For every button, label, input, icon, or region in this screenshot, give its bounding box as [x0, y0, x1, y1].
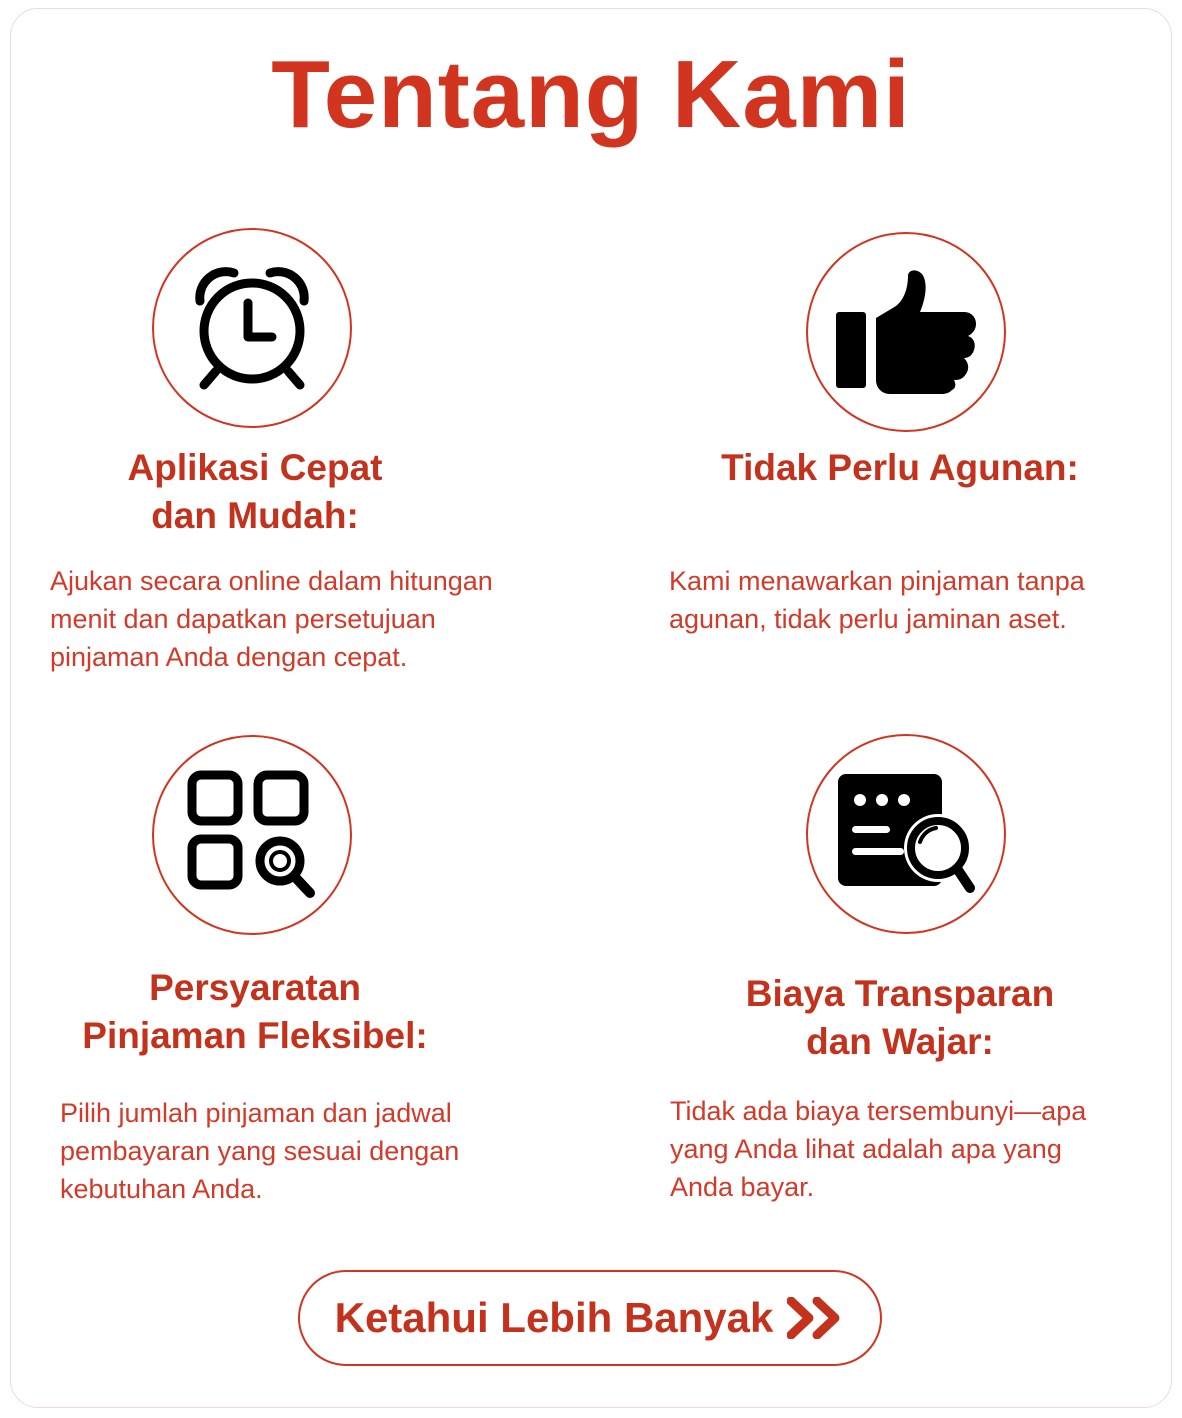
- thumbs-up-icon: [836, 270, 976, 394]
- alarm-clock-icon: [182, 263, 322, 393]
- double-chevron-right-icon: [787, 1297, 845, 1339]
- feature-description: Kami menawarkan pinjaman tanpa agunan, tidak perlu jaminan aset.: [669, 566, 1085, 634]
- feature-icon-circle: [806, 232, 1006, 432]
- feature-description: Pilih jumlah pinjaman dan jadwal pembayaran yang sesuai dengan kebutuhan Anda.: [60, 1098, 460, 1204]
- feature-title: Aplikasi Cepat dan Mudah:: [127, 447, 383, 536]
- feature-icon-circle: [152, 735, 352, 935]
- feature-title: Tidak Perlu Agunan:: [721, 447, 1079, 488]
- document-search-icon: [836, 772, 976, 896]
- feature-title: Biaya Transparan dan Wajar:: [745, 973, 1055, 1062]
- feature-description: Ajukan secara online dalam hitungan menit dan dapatkan persetujuan pinjaman Anda dengan cepat.: [50, 566, 493, 672]
- feature-title: Persyaratan Pinjaman Fleksibel:: [82, 967, 428, 1056]
- feature-description: Tidak ada biaya tersembunyi—apa yang Anda lihat adalah apa yang Anda bayar.: [670, 1096, 1087, 1202]
- learn-more-button[interactable]: [298, 1270, 882, 1366]
- grid-search-icon: [186, 769, 318, 901]
- feature-icon-circle: [806, 734, 1006, 934]
- learn-more-label: Ketahui Lebih Banyak: [334, 1294, 774, 1341]
- feature-icon-circle: [152, 228, 352, 428]
- page-title: Tentang Kami: [271, 41, 911, 148]
